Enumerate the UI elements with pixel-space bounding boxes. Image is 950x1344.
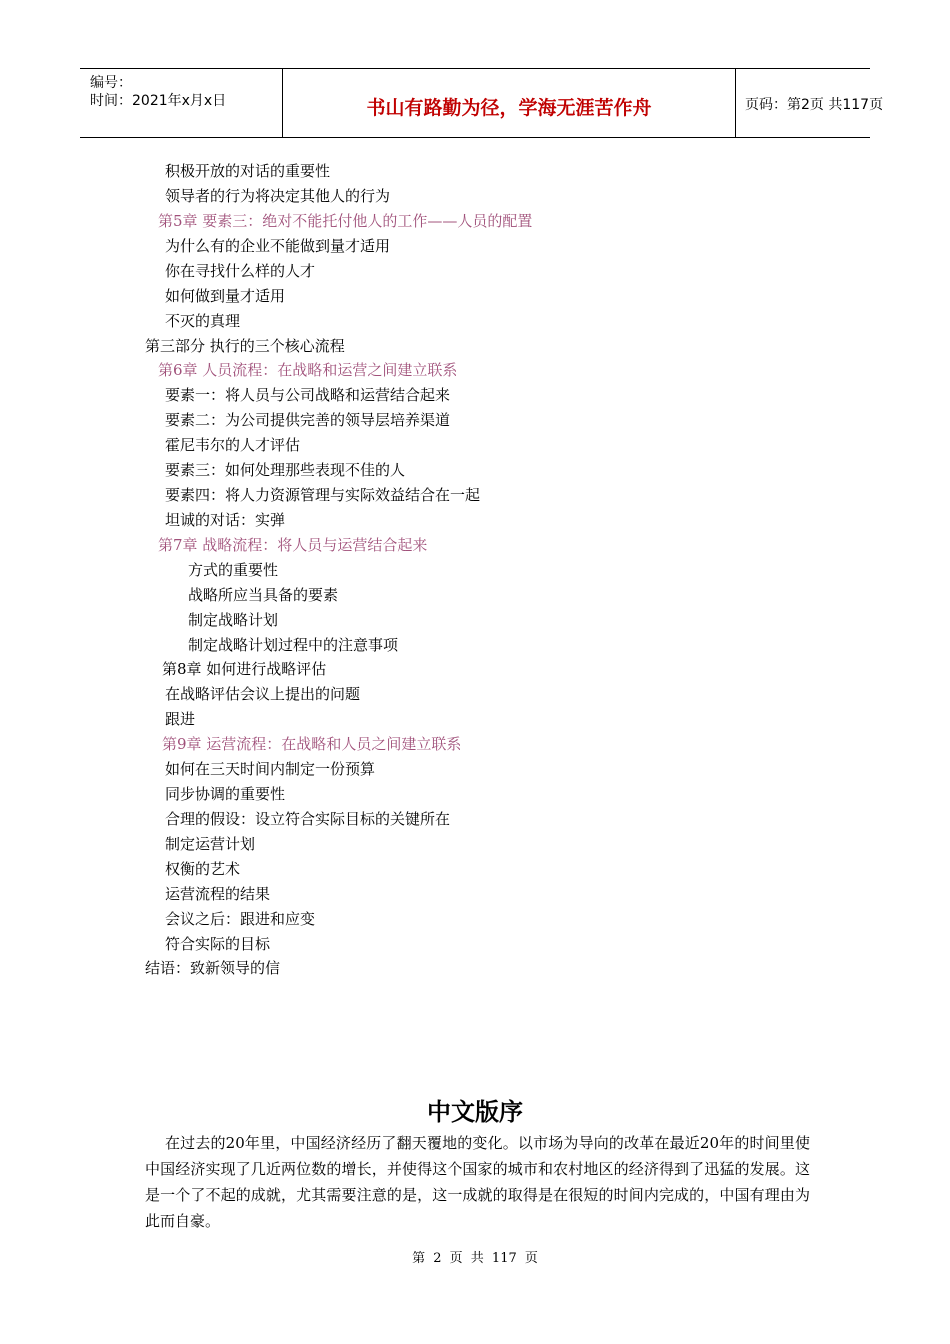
toc-line: 方式的重要性 — [188, 561, 279, 579]
toc-line: 会议之后：跟进和应变 — [165, 910, 316, 928]
toc-line: 坦诚的对话：实弹 — [165, 511, 286, 529]
toc-line: 要素三：如何处理那些表现不佳的人 — [165, 461, 406, 479]
toc-line: 在战略评估会议上提出的问题 — [165, 685, 361, 703]
toc-line: 战略所应当具备的要素 — [188, 586, 339, 604]
toc-line: 不灭的真理 — [165, 312, 241, 330]
toc-line: 跟进 — [165, 710, 196, 728]
page-header — [80, 68, 884, 138]
toc-line: 要素四：将人力资源管理与实际效益结合在一起 — [165, 486, 481, 504]
number-label: 编号： — [90, 75, 132, 91]
toc-line: 如何在三天时间内制定一份预算 — [165, 760, 376, 778]
toc-line: 要素一：将人员与公司战略和运营结合起来 — [165, 386, 451, 404]
toc-line: 积极开放的对话的重要性 — [165, 162, 331, 180]
page-footer: 第 2 页 共 117 页 — [412, 1251, 538, 1266]
toc-line: 为什么有的企业不能做到量才适用 — [165, 237, 391, 255]
toc-line: 合理的假设：设立符合实际目标的关键所在 — [165, 810, 451, 828]
toc-line: 权衡的艺术 — [165, 860, 241, 878]
toc-conclusion-line: 结语：致新领导的信 — [145, 959, 281, 977]
page-code: 页码：第2页 共117页 — [745, 97, 884, 113]
toc-chapter-line: 第9章 运营流程：在战略和人员之间建立联系 — [162, 735, 462, 753]
toc-chapter-line: 第8章 如何进行战略评估 — [162, 660, 327, 678]
header-middle-cell — [282, 69, 736, 137]
toc-chapter-line: 第7章 战略流程：将人员与运营结合起来 — [158, 536, 428, 554]
toc-line: 符合实际的目标 — [165, 935, 271, 953]
toc-line: 同步协调的重要性 — [165, 785, 286, 803]
toc-line: 要素二：为公司提供完善的领导层培养渠道 — [165, 411, 451, 429]
toc-line: 运营流程的结果 — [165, 885, 271, 903]
toc-line: 霍尼韦尔的人才评估 — [165, 436, 301, 454]
toc-chapter-line: 第5章 要素三：绝对不能托付他人的工作——人员的配置 — [158, 212, 533, 230]
toc-line: 制定战略计划过程中的注意事项 — [188, 636, 399, 654]
toc-line: 领导者的行为将决定其他人的行为 — [165, 187, 391, 205]
toc-line: 制定战略计划 — [188, 611, 279, 629]
header-left-cell — [80, 69, 282, 137]
toc-line: 你在寻找什么样的人才 — [165, 262, 316, 280]
motto: 书山有路勤为径，学海无涯苦作舟 — [366, 97, 652, 119]
time-label: 时间：2021年x月x日 — [90, 93, 227, 109]
preface-paragraph: 在过去的20年里，中国经济经历了翻天覆地的变化。以市场为导向的改革在最近20年的时间里使中国经济实现了几近两位数的增长，并使得这个国家的城市和农村地区的经济得到了迅猛的发展。这是一个了不起的成就，尤其需要注意的是，这一成就的取得是在很短的时间内完成的，中国有理由为此而自豪。 — [145, 1134, 810, 1230]
preface-title: 中文版序 — [427, 1098, 523, 1126]
toc-chapter-line: 第6章 人员流程：在战略和运营之间建立联系 — [158, 361, 458, 379]
toc-line: 如何做到量才适用 — [165, 287, 286, 305]
toc-part-line: 第三部分 执行的三个核心流程 — [145, 337, 345, 355]
header-right-cell — [735, 69, 884, 137]
toc-line: 制定运营计划 — [165, 835, 256, 853]
